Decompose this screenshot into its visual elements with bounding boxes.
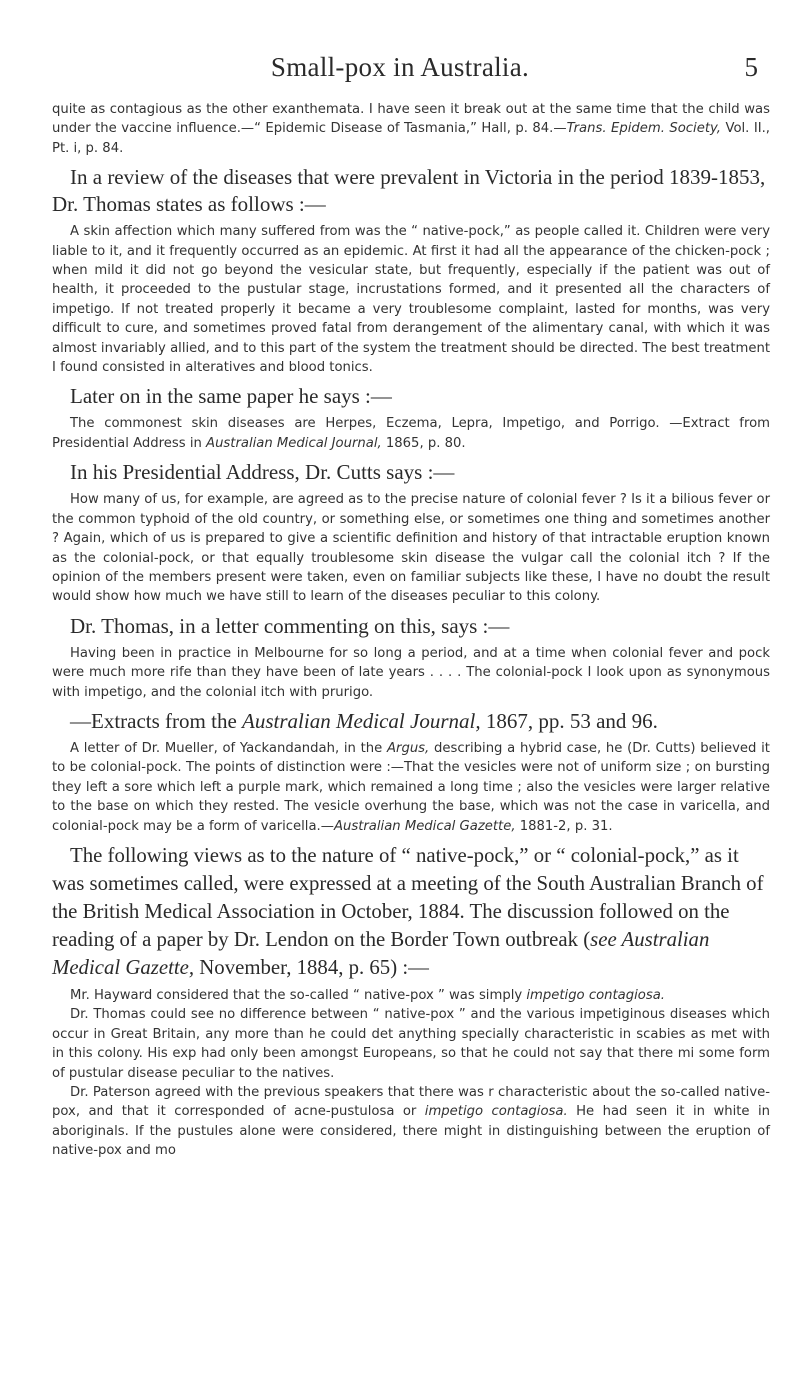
text-run: November, 1884, p. 65) :— <box>194 955 429 979</box>
citation-title: see Australian Medical Gazette, <box>52 927 710 979</box>
quote-thomas-discussion: Dr. Thomas could see no difference between “ native-pox ” and the various impetiginous diseases which occur in Great Britain, any more than he could det anything specially characteristic in scabies as met with in this colony. His exp had only been amongst Europeans, so that he could not say that there mi some form of pustular disease peculiar to the natives. <box>52 1007 770 1081</box>
text-run: Vol. II., Pt. i, p. 84. <box>52 121 770 156</box>
text-run: The commonest skin diseases are Herpes, Eczema, Lepra, Impetigo, and Porrigo. —Extract from Presidential Address in <box>52 416 770 451</box>
citation-title: Australian Medical Journal, <box>242 708 481 733</box>
text-run: describing a hybrid case, he (Dr. Cutts) believed it to be colonial-pock. The points of distinction were :—That the vesicles were not of uniform size ; on bursting they left a sore which left a purple mark, which remained a long time ; also the vesicles were larger relative to the base on which they rested. The vesicle overhung the base, which was not the case in varicella, and colonial-pock may be a form of varicella.— <box>52 740 770 834</box>
term: impetigo contagiosa. <box>424 1104 568 1120</box>
section-intro-thomas-letter: Dr. Thomas, in a letter commenting on this, says :— <box>70 613 510 638</box>
text-run: 1881-2, p. 31. <box>515 818 613 834</box>
section-intro-later: Later on in the same paper he says :— <box>70 384 392 409</box>
text-run: 1867, pp. 53 and 96. <box>480 708 658 733</box>
quote-paterson <box>52 1083 770 1161</box>
text-run: 1865, p. 80. <box>381 435 466 451</box>
citation-title: Australian Medical Gazette, <box>333 818 516 834</box>
section-intro-discussion <box>52 842 770 982</box>
running-head <box>0 52 800 92</box>
text-run: He had seen it in white in aboriginals. If the pustules alone were considered, there might in distinguishing between the eruption of native-pox and mo <box>52 1104 770 1159</box>
term: impetigo contagiosa. <box>526 987 665 1003</box>
quote-skin-diseases <box>52 414 770 453</box>
text-run: —Extracts from the <box>70 708 243 733</box>
text-run: Dr. Paterson agreed with the previous speakers that there was r characteristic about the so-called native-pox, and that it corresponded of acne-pustulosa or <box>52 1085 770 1120</box>
page-body <box>52 100 770 1161</box>
citation-title: Trans. Epidem. Society, <box>566 121 721 137</box>
quote-hayward <box>52 986 770 1005</box>
page-number: 5 <box>744 52 758 82</box>
paragraph-continued <box>52 100 770 158</box>
text-run: A letter of Dr. Mueller, of Yackandandah, in the <box>70 740 387 756</box>
section-intro-review: In a review of the diseases that were prevalent in Victoria in the period 1839-1853, Dr. Thomas states as follows :— <box>52 165 766 217</box>
running-title: Small-pox in Australia. <box>270 52 530 82</box>
quote-cutts-address: How many of us, for example, are agreed as to the precise nature of colonial fever ? Is it a bilious fever or the common typhoid of the old country, or something else, or sometimes one thing and sometimes another ? Again, which of us is prepared to give a scientific definition and history of that intractable eruption known as the colonial-pock, or that equally troublesome skin disease the vulgar call the colonial itch ? If the opinion of the members present were taken, even on familiar subjects like these, I have no doubt the result would show how much we have still to learn of the diseases peculiar to this colony. <box>52 492 770 605</box>
extract-citation <box>52 708 770 735</box>
text-run: The following views as to the nature of “ native-pock,” or “ colonial-pock,” as it was sometimes called, were expressed at a meeting of the South Australian Branch of the British Medical Association in October, 1884. The discussion followed on the reading of a paper by Dr. Lendon on the Border Town outbreak ( <box>52 843 764 951</box>
section-intro-cutts: In his Presidential Address, Dr. Cutts says :— <box>70 460 455 485</box>
citation-title: Argus, <box>387 740 430 756</box>
citation-title: Australian Medical Journal, <box>206 435 382 451</box>
quote-native-pock: A skin affection which many suffered from was the “ native-pock,” as people called it. Children were very liable to it, and it frequently occurred as an epidemic. At first it had all the appearance of the chicken-pock ; when mild it did not go beyond the vesicular state, but frequently, especially if the patient was out of health, it proceeded to the pustular stage, incrustations formed, and it presented all the characters of impetigo. If not treated properly it became a very troublesome complaint, lasted for months, was very difficult to cure, and sometimes proved fatal from derangement of the alimentary canal, with which it was almost invariably allied, and to this part of the system the treatment should be directed. The best treatment I found consisted in alteratives and blood tonics. <box>52 224 770 376</box>
text-run: Mr. Hayward considered that the so-called “ native-pox ” was simply <box>70 987 527 1003</box>
quote-mueller-letter <box>52 739 770 836</box>
quote-thomas-letter: Having been in practice in Melbourne for so long a period, and at a time when colonial fever and pock were much more rife than they have been of late years . . . . The colonial-pock I look upon as synonymous with impetigo, and the colonial itch with prurigo. <box>52 645 770 700</box>
text-run: quite as contagious as the other exanthemata. I have seen it break out at the same time that the child was under the vaccine influence.—“ Epidemic Disease of Tasmania,” Hall, p. 84.— <box>52 102 770 137</box>
